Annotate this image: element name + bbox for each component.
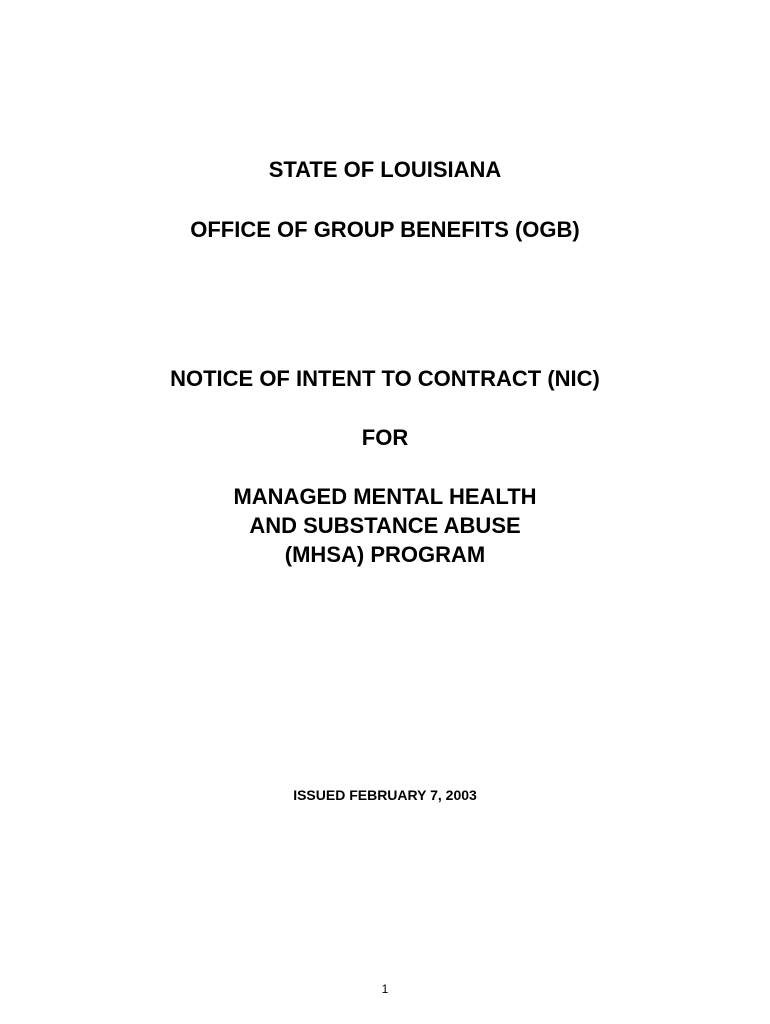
program-title-line-1: MANAGED MENTAL HEALTH <box>233 484 537 509</box>
notice-title: NOTICE OF INTENT TO CONTRACT (NIC) <box>170 366 600 391</box>
issued-date: ISSUED FEBRUARY 7, 2003 <box>293 787 477 803</box>
program-title-line-3: (MHSA) PROGRAM <box>284 542 486 567</box>
state-heading: STATE OF LOUISIANA <box>268 157 502 182</box>
page-number: 1 <box>381 982 389 996</box>
for-label: FOR <box>361 425 409 450</box>
office-heading: OFFICE OF GROUP BENEFITS (OGB) <box>190 217 580 242</box>
program-title-line-2: AND SUBSTANCE ABUSE <box>249 513 521 538</box>
